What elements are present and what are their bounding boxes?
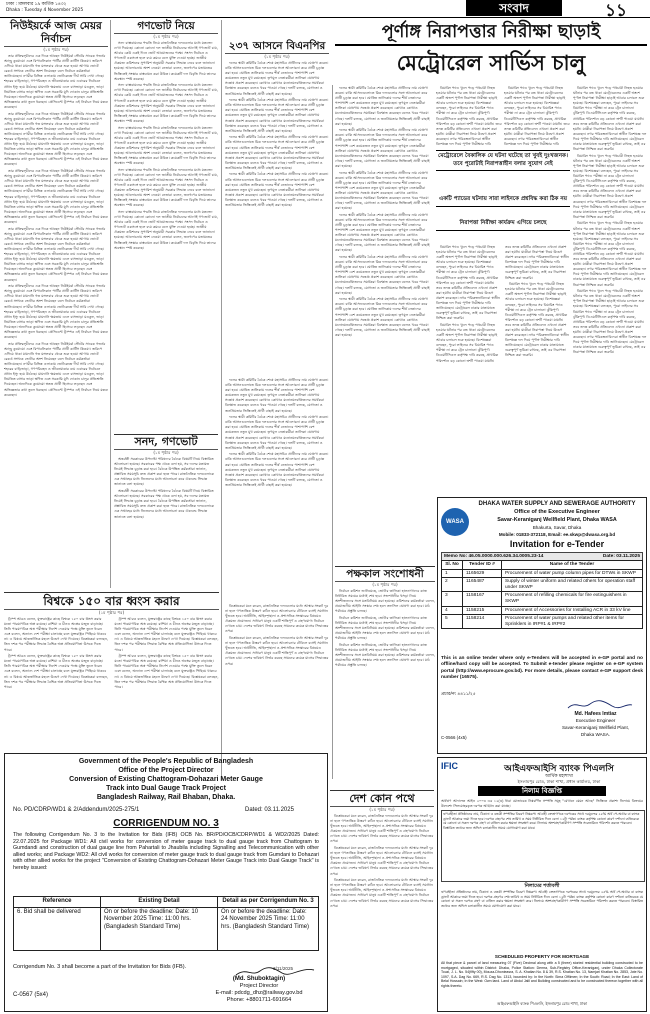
- body-desh-lead: বিশ্লেষকেরা মনে করেন, রাজনৈতিক দলগুলোর মধ্যে আস্থার সংকট দূর না হলে গণতান্ত্রিক উত্তরণ কঠিন হবে। আলোচনার টেবিলে বসেই সমাধান খুঁজতে হবে। অর্থনীতি, আইনশৃঙ্খলা ও প্রশাসনিক সংস্কারের বিষয়েও ঐকমত্য প্রয়োজন। সাধারণ মানুষ একটি শান্তিপূর্ণ ও গ্রহণযোগ্য নির্বাচন দেখতে চায়। দেশের ভবিষ্যৎ নির্ভর করছে সামনের কয়েক মাসের সিদ্ধান্তের ওপর। বিশ্লেষকেরা মনে করেন, রাজনৈতিক দলগুলোর মধ্যে আস্থার সংকট দূর না হলে গণতান্ত্রিক উত্তরণ কঠিন হবে। আলোচনার টেবিলে বসেই সমাধান খুঁজতে হবে। অর্থনীতি, আইনশৃঙ্খলা ও প্রশাসনিক সংস্কারের বিষয়েও ঐকমত্য প্রয়োজন। সাধারণ মানুষ একটি শান্তিপূর্ণ ও গ্রহণযোগ্য নির্বাচন দেখতে চায়। দেশের ভবিষ্যৎ নির্ভর করছে সামনের কয়েক মাসের সিদ্ধান্তের ওপর।: [225, 604, 329, 666]
- byline: (১ম পৃষ্ঠার পর): [372, 582, 398, 587]
- body-desh: বিশ্লেষকেরা মনে করেন, রাজনৈতিক দলগুলোর মধ্যে আস্থার সংকট দূর না হলে গণতান্ত্রিক উত্তরণ কঠিন হবে। আলোচনার টেবিলে বসেই সমাধান খুঁজতে হবে। অর্থনীতি, আইনশৃঙ্খলা ও প্রশাসনিক সংস্কারের বিষয়েও ঐকমত্য প্রয়োজন। সাধারণ মানুষ একটি শান্তিপূর্ণ ও গ্রহণযোগ্য নির্বাচন দেখতে চায়। দেশের ভবিষ্যৎ নির্ভর করছে সামনের কয়েক মাসের সিদ্ধান্তের ওপর। বিশ্লেষকেরা মনে করেন, রাজনৈতিক দলগুলোর মধ্যে আস্থার সংকট দূর না হলে গণতান্ত্রিক উত্তরণ কঠিন হবে। আলোচনার টেবিলে বসেই সমাধান খুঁজতে হবে। অর্থনীতি, আইনশৃঙ্খলা ও প্রশাসনিক সংস্কারের বিষয়েও ঐকমত্য প্রয়োজন। সাধারণ মানুষ একটি শান্তিপূর্ণ ও গ্রহণযোগ্য নির্বাচন দেখতে চায়। দেশের ভবিষ্যৎ নির্ভর করছে সামনের কয়েক মাসের সিদ্ধান্তের ওপর। বিশ্লেষকেরা মনে করেন, রাজনৈতিক দলগুলোর মধ্যে আস্থার সংকট দূর না হলে গণতান্ত্রিক উত্তরণ কঠিন হবে। আলোচনার টেবিলে বসেই সমাধান খুঁজতে হবে। অর্থনীতি, আইনশৃঙ্খলা ও প্রশাসনিক সংস্কারের বিষয়েও ঐকমত্য প্রয়োজন। সাধারণ মানুষ একটি শান্তিপূর্ণ ও গ্রহণযোগ্য নির্বাচন দেখতে চায়। দেশের ভবিষ্যৎ নির্ভর করছে সামনের কয়েক মাসের সিদ্ধান্তের ওপর।: [330, 814, 434, 908]
- body-poksho: নির্বাচন কমিশন জানিয়েছে, ভোটার তালিকা হালনাগাদের কাজ নির্ধারিত সময়ের মধ্যেই শেষ হবে। সংশোধনীর খসড়া নিয়ে অংশীজনদের সঙ্গে মতবিনিময় করা হয়েছে। কমিশনের কর্মকর্তারা বলেন, প্রয়োজনীয় আইনি সংস্কার শেষ হলে তফসিল ঘোষণা করা হবে। মাঠ পর্যায়ের প্রস্তুতি চলছে। নির্বাচন কমিশন জানিয়েছে, ভোটার তালিকা হালনাগাদের কাজ নির্ধারিত সময়ের মধ্যেই শেষ হবে। সংশোধনীর খসড়া নিয়ে অংশীজনদের সঙ্গে মতবিনিময় করা হয়েছে। কমিশনের কর্মকর্তারা বলেন, প্রয়োজনীয় আইনি সংস্কার শেষ হলে তফসিল ঘোষণা করা হবে। মাঠ পর্যায়ের প্রস্তুতি চলছে। নির্বাচন কমিশন জানিয়েছে, ভোটার তালিকা হালনাগাদের কাজ নির্ধারিত সময়ের মধ্যেই শেষ হবে। সংশোধনীর খসড়া নিয়ে অংশীজনদের সঙ্গে মতবিনিময় করা হয়েছে। কমিশনের কর্মকর্তারা বলেন, প্রয়োজনীয় আইনি সংস্কার শেষ হলে তফসিল ঘোষণা করা হবে। মাঠ পর্যায়ের প্রস্তুতি চলছে।: [335, 589, 435, 668]
- article-desh-main: [330, 790, 434, 1009]
- headline-bishwak: বিশ্বকে ১৫০ বার ধ্বংস করার: [4, 592, 219, 610]
- byline: (১ম পৃষ্ঠার পর): [264, 54, 290, 59]
- metro-headline: মেট্রোরেল সার্ভিস চালু: [396, 50, 586, 75]
- wasa-tender-table: Sl. No Tender ID # Name of the Tender 1 1165629 Procurement of water pump column pipes for DTWs in SKWP 2 1165487 Supply of winter uniform and related others for operation staff under SKWP 3 1158167 Procurement of refilling chemicals for fire extinguishers in SKWP 4 1158215 Procurement of Accessories for Installing ACR in 33 kV line 5 1158214 Procurement of water pumps and related other items for Sprinklers in IRP#1 & IRP#2: [441, 560, 643, 629]
- rail-sign-title: Project Director: [239, 983, 279, 989]
- body-sonod: অন্তর্বর্তী সরকারের উপদেষ্টা পরিষদের বৈঠকে বিষয়টি নিয়ে বিস্তারিত আলোচনা হয়েছে। সরকারের পক্ষ থেকে বলা হয়, সব দলের মতামত নিয়েই সিদ্ধান্ত চূড়ান্ত করা হবে। বৈঠকে উপস্থিত কর্মকর্তারা জানান, প্রস্তাবিত সময়সূচি দ্রুত প্রকাশ করা হতে পারে। রাজনৈতিক দলগুলোকে এক সপ্তাহের মধ্যে নিজেদের মধ্যে আলোচনা করে ঐক্যবদ্ধ সিদ্ধান্ত জানাতে বলা হয়েছে। অন্তর্বর্তী সরকারের উপদেষ্টা পরিষদের বৈঠকে বিষয়টি নিয়ে বিস্তারিত আলোচনা হয়েছে। সরকারের পক্ষ থেকে বলা হয়, সব দলের মতামত নিয়েই সিদ্ধান্ত চূড়ান্ত করা হবে। বৈঠকে উপস্থিত কর্মকর্তারা জানান, প্রস্তাবিত সময়সূচি দ্রুত প্রকাশ করা হতে পারে। রাজনৈতিক দলগুলোকে এক সপ্তাহের মধ্যে নিজেদের মধ্যে আলোচনা করে ঐক্যবদ্ধ সিদ্ধান্ত জানাতে বলা হয়েছে।: [114, 457, 214, 519]
- wasa-address: Bhakurta, Savar, Dhaka: [532, 525, 582, 530]
- masthead: [0, 0, 650, 21]
- wasa-sign-city: Dhaka WASA.: [580, 732, 611, 737]
- wasa-sign-org: Savar-Keraniganj Wellfield Plant,: [561, 725, 630, 730]
- pull-quote-1: মেট্রোরেলে বৈকালিক যে ঘটনা ঘটেছে তা খুবই দুঃখজনক। তবে পুরোটাই নিরাপত্তাহীন বলার সুযোগ নেই: [436, 150, 570, 171]
- metro-body-col4: বিয়ারিং প্যাড খুলে পড়ে পথচারী নিহত হওয়ার ঘটনার পর বন্ধ থাকা মেট্রোরেলের একটি অংশে পূর্ণাঙ্গ নিরাপত্তা নিরীক্ষা ছাড়াই আবার চলাচল শুরু হয়েছে। বিশেষজ্ঞরা বলছেন, পুরো লাইনের সব বিয়ারিং প্যাড পরীক্ষা না করে ট্রেন চালানো ঝুঁকিপূর্ণ। ডিএমটিসিএল কর্তৃপক্ষ দাবি করছে, প্রাথমিক পরিদর্শনে বড় কোনো ত্রুটি পাওয়া যায়নি। তবে তদন্ত কমিটির প্রতিবেদন এখনো প্রকাশ করা হয়নি। যাত্রীরা নিরাপত্তা নিয়ে উদ্বেগ প্রকাশ করেছেন। নগর পরিকল্পনাবিদেরা স্বাধীন বিশেষজ্ঞ দল দিয়ে পূর্ণাঙ্গ নিরীক্ষার দাবি জানিয়েছেন। মেট্রোরেল ঢাকার যাতায়াতে গুরুত্বপূর্ণ ভূমিকা রাখছে, তাই এর নিরাপত্তা নিশ্চিত করা জরুরি। বিয়ারিং প্যাড খুলে পড়ে পথচারী নিহত হওয়ার ঘটনার পর বন্ধ থাকা মেট্রোরেলের একটি অংশে পূর্ণাঙ্গ নিরাপত্তা নিরীক্ষা ছাড়াই আবার চলাচল শুরু হয়েছে। বিশেষজ্ঞরা বলছেন, পুরো লাইনের সব বিয়ারিং প্যাড পরীক্ষা না করে ট্রেন চালানো ঝুঁকিপূর্ণ। ডিএমটিসিএল কর্তৃপক্ষ দাবি করছে, প্রাথমিক পরিদর্শনে বড় কোনো ত্রুটি পাওয়া যায়নি। তবে তদন্ত কমিটির প্রতিবেদন এখনো প্রকাশ করা হয়নি। যাত্রীরা নিরাপত্তা নিয়ে উদ্বেগ প্রকাশ করেছেন। নগর পরিকল্পনাবিদেরা স্বাধীন বিশেষজ্ঞ দল দিয়ে পূর্ণাঙ্গ নিরীক্ষার দাবি জানিয়েছেন। মেট্রোরেল ঢাকার যাতায়াতে গুরুত্বপূর্ণ ভূমিকা রাখছে, তাই এর নিরাপত্তা নিশ্চিত করা জরুরি। বিয়ারিং প্যাড খুলে পড়ে পথচারী নিহত হওয়ার ঘটনার পর বন্ধ থাকা মেট্রোরেলের একটি অংশে পূর্ণাঙ্গ নিরাপত্তা নিরীক্ষা ছাড়াই আবার চলাচল শুরু হয়েছে। বিশেষজ্ঞরা বলছেন, পুরো লাইনের সব বিয়ারিং প্যাড পরীক্ষা না করে ট্রেন চালানো ঝুঁকিপূর্ণ। ডিএমটিসিএল কর্তৃপক্ষ দাবি করছে, প্রাথমিক পরিদর্শনে বড় কোনো ত্রুটি পাওয়া যায়নি। তবে তদন্ত কমিটির প্রতিবেদন এখনো প্রকাশ করা হয়নি। যাত্রীরা নিরাপত্তা নিয়ে উদ্বেগ প্রকাশ করেছেন। নগর পরিকল্পনাবিদেরা স্বাধীন বিশেষজ্ঞ দল দিয়ে পূর্ণাঙ্গ নিরীক্ষার দাবি জানিয়েছেন। মেট্রোরেল ঢাকার যাতায়াতে গুরুত্বপূর্ণ ভূমিকা রাখছে, তাই এর নিরাপত্তা নিশ্চিত করা জরুরি। বিয়ারিং প্যাড খুলে পড়ে পথচারী নিহত হওয়ার ঘটনার পর বন্ধ থাকা মেট্রোরেলের একটি অংশে পূর্ণাঙ্গ নিরাপত্তা নিরীক্ষা ছাড়াই আবার চলাচল শুরু হয়েছে। বিশেষজ্ঞরা বলছেন, পুরো লাইনের সব বিয়ারিং প্যাড পরীক্ষা না করে ট্রেন চালানো ঝুঁকিপূর্ণ। ডিএমটিসিএল কর্তৃপক্ষ দাবি করছে, প্রাথমিক পরিদর্শনে বড় কোনো ত্রুটি পাওয়া যায়নি। তবে তদন্ত কমিটির প্রতিবেদন এখনো প্রকাশ করা হয়নি। যাত্রীরা নিরাপত্তা নিয়ে উদ্বেগ প্রকাশ করেছেন। নগর পরিকল্পনাবিদেরা স্বাধীন বিশেষজ্ঞ দল দিয়ে পূর্ণাঙ্গ নিরীক্ষার দাবি জানিয়েছেন। মেট্রোরেল ঢাকার যাতায়াতে গুরুত্বপূর্ণ ভূমিকা রাখছে, তাই এর নিরাপত্তা নিশ্চিত করা জরুরি।: [573, 86, 647, 355]
- tender-row: 3 1158167 Procurement of refilling chemicals for fire extinguishers in SKWP: [442, 592, 643, 606]
- pull-quote-3: নিরাপত্তা নিরীক্ষা কার্যক্রম এগিয়ে চলছে: [436, 218, 570, 231]
- rail-project-2: Track into Dual Gauge Track Project: [106, 785, 226, 792]
- metro-body-col1: বিয়ারিং প্যাড খুলে পড়ে পথচারী নিহত হওয়ার ঘটনার পর বন্ধ থাকা মেট্রোরেলের একটি অংশে পূর্ণাঙ্গ নিরাপত্তা নিরীক্ষা ছাড়াই আবার চলাচল শুরু হয়েছে। বিশেষজ্ঞরা বলছেন, পুরো লাইনের সব বিয়ারিং প্যাড পরীক্ষা না করে ট্রেন চালানো ঝুঁকিপূর্ণ। ডিএমটিসিএল কর্তৃপক্ষ দাবি করছে, প্রাথমিক পরিদর্শনে বড় কোনো ত্রুটি পাওয়া যায়নি। তবে তদন্ত কমিটির প্রতিবেদন এখনো প্রকাশ করা হয়নি। যাত্রীরা নিরাপত্তা নিয়ে উদ্বেগ প্রকাশ করেছেন। নগর পরিকল্পনাবিদেরা স্বাধীন বিশেষজ্ঞ দল দিয়ে পূর্ণাঙ্গ নিরীক্ষার দাবি: [436, 86, 502, 146]
- rail-sign-email: E-mail: pdcdg_dhz@railway.gov.bd: [215, 990, 303, 996]
- ific-auction-ad: [437, 757, 647, 1012]
- date-line-bn: ঢাকা : মঙ্গলবার ১৯ কার্তিক ১৪৩২: [6, 2, 67, 7]
- body-bnp-2: দলের স্থায়ী কমিটির বৈঠক শেষে মহাসচিব প্রার্থীদের নাম ঘোষণা করেন। বাকি আসনগুলোতে মিত্র দলগুলোর সঙ্গে আলোচনা করে প্রার্থী চূড়ান্ত করা হবে। ঘোষিত তালিকায় দলের শীর্ষ নেতাদের পাশাপাশি বেশ কয়েকজন নতুন মুখ রয়েছেন। তৃণমূল নেতাকর্মীরা তালিকা ঘোষণায় সন্তোষ প্রকাশ করেছেন। কোথাও কোথাও মনোনয়নবঞ্চিতদের সমর্থকরা বিক্ষোভ করেছেন বলেও খবর পাওয়া গেছে। দলটি বলছে, যোগ্যতা ও জনপ্রিয়তার ভিত্তিতেই প্রার্থী বাছাই করা হয়েছে। দলের স্থায়ী কমিটির বৈঠক শেষে মহাসচিব প্রার্থীদের নাম ঘোষণা করেন। বাকি আসনগুলোতে মিত্র দলগুলোর সঙ্গে আলোচনা করে প্রার্থী চূড়ান্ত করা হবে। ঘোষিত তালিকায় দলের শীর্ষ নেতাদের পাশাপাশি বেশ কয়েকজন নতুন মুখ রয়েছেন। তৃণমূল নেতাকর্মীরা তালিকা ঘোষণায় সন্তোষ প্রকাশ করেছেন। কোথাও কোথাও মনোনয়নবঞ্চিতদের সমর্থকরা বিক্ষোভ করেছেন বলেও খবর পাওয়া গেছে। দলটি বলছে, যোগ্যতা ও জনপ্রিয়তার ভিত্তিতেই প্রার্থী বাছাই করা হয়েছে। দলের স্থায়ী কমিটির বৈঠক শেষে মহাসচিব প্রার্থীদের নাম ঘোষণা করেন। বাকি আসনগুলোতে মিত্র দলগুলোর সঙ্গে আলোচনা করে প্রার্থী চূড়ান্ত করা হবে। ঘোষিত তালিকায় দলের শীর্ষ নেতাদের পাশাপাশি বেশ কয়েকজন নতুন মুখ রয়েছেন। তৃণমূল নেতাকর্মীরা তালিকা ঘোষণায় সন্তোষ প্রকাশ করেছেন। কোথাও কোথাও মনোনয়নবঞ্চিতদের সমর্থকরা বিক্ষোভ করেছেন বলেও খবর পাওয়া গেছে। দলটি বলছে, যোগ্যতা ও জনপ্রিয়তার ভিত্তিতেই প্রার্থী বাছাই করা হয়েছে।: [225, 378, 329, 487]
- wasa-memo: Memo No: 46.05.0000.000.626.34.0005.23-14: [444, 554, 544, 559]
- byline: (১ম পৃষ্ঠার পর): [153, 450, 179, 455]
- headline-desh: দেশ কোন পথে: [330, 790, 434, 807]
- rail-body: The following Corrigendum No. 3 to the Invitation for Bids (IFB) OCB No. BR/PD/OCB/CDRP/WD1 & WD2/2025 Dated: 22.07.2025 for Package WD1: All civil works for conversion of meter gauge track to dual gauge track from Chattogram to Gumdandi and construction of dual gauge line from Pahartali to Jhaubila including Signalling and Telecommunication with other allied works; and Package WD2: All civil works for conversion of meter gauge track to dual gauge track from Gumdani to Dohazari with other allied works for the project "Conversion of Existing Chattogram-Dohazari Meter Gauge Track into Dual Gauge Track" is hereby issued:: [13, 832, 319, 871]
- ific-schedule: All that piece & parcel of land measuring 07 (Five) Decimal along with a 5 (three) storied residential building constructed to be mortgaged, situated within District: Dhaka, Police Station: Demra, Sub-Registry Office-Keraniganj, under Dhaka Collectorate Touzi, J. L. No. 54(fifty 00), Mouza-Dhonieasra, S. A. Khatian No. 8 & 39, R.S. Khatian No. 13, Namjari Khatian No. 2853, Jote No. 1097, S.A. Dag No. 669, R.S. Dag No. 1313, bounded by: In the North: Sima Offlimen; In the South: Road; In the East: Land of Belal Hossain; In the West: Own land. Land of Abdul Jalil and Building constructed and to be constructed thereon together with all rights thereto.: [441, 961, 643, 988]
- rail-code: C-0567 (5x4): [13, 992, 49, 998]
- wasa-gd: প্রচার/নং ৪৪১১/২৫: [441, 691, 476, 696]
- rail-sign-date: 3/11/2025: [273, 966, 294, 971]
- metro-kicker: পূর্ণাঙ্গ নিরাপত্তার নিরীক্ষা ছাড়াই: [335, 20, 647, 46]
- divider: [110, 20, 111, 588]
- tender-row: 5 1158214 Procurement of water pumps and related other items for Sprinklers in IRP#1 & IRP#2: [442, 615, 643, 629]
- ific-footer: আইএফআইসি ব্যাংক পিএলসি, ইসলামপুর রোড শাখা, ঢাকা: [497, 1001, 587, 1006]
- divider: [332, 85, 333, 779]
- article-poksho: [335, 566, 435, 779]
- tender-row: 2 1165487 Supply of winter uniform and related others for operation staff under SKWP: [442, 578, 643, 592]
- wasa-sign-title: Executive Engineer: [575, 718, 616, 723]
- byline: (১ম পৃষ্ঠার পর): [98, 610, 125, 615]
- headline-gonovote: গণভোট নিয়ে: [114, 20, 218, 34]
- headline-poksho: পক্ষকাল সংশোধনী: [335, 566, 435, 582]
- headline-newyork: নিউইয়র্কে আজ মেয়র নির্বাচন: [4, 20, 108, 47]
- byline: (১ম পৃষ্ঠার পর): [43, 47, 69, 52]
- rail-sign-phone: Phone: +8801711-691664: [226, 997, 292, 1003]
- ific-intro: অর্থঋণ আদালত আইন ২০০৩ এর ১২(৩) ধারা মোতাবেক নিম্নবর্ণিত সম্পত্তি সমূহ "যেখানে যেমন আছে" ভিত্তিতে প্রকাশ্য নিলামে বিক্রয়ের উদ্দেশ্যে সিলমোহরকৃত দরপত্র আহ্বান করা যাচ্ছে।: [441, 799, 643, 808]
- wasa-org: DHAKA WATER SUPPLY AND SEWERAGE AUTHORITY: [478, 501, 636, 507]
- wasa-plant: Savar-Keraniganj Wellfield Plant, Dhaka WASA: [497, 517, 617, 523]
- ific-address: ইসলামপুর রোড, ঢাকা শাখা, প্রধান কার্যালয়, ঢাকা: [517, 779, 601, 784]
- wasa-code: C-0566 (4x5): [441, 735, 467, 740]
- body-gonovote: সনদ বাস্তবায়নের পদ্ধতি নিয়ে রাজনৈতিক দলগুলোর মধ্যে মতভেদ দেখা দিয়েছে। কোনো কোনো দল জাতীয় নির্বাচনের আগেই গণভোট চায়, আবার কেউ একই দিনে ভোট আয়োজনের পক্ষে। সংসদ নির্বাচন ও গণভোট একসঙ্গে হলে ব্যয় কমবে বলে যুক্তি দেওয়া হচ্ছে। জাতীয় ঐকমত্য কমিশনের সুপারিশ অনুযায়ী সরকার সিদ্ধান্ত নেবে বলে জানানো হয়েছে। আলোচনায় অংশ নেওয়া নেতারা বলেন, জনগণের মতামতের ভিত্তিতেই সংস্কার বাস্তবায়ন করা উচিত। কয়েকটি দল বিবৃতি দিয়ে তাদের অবস্থান স্পষ্ট করেছে। সনদ বাস্তবায়নের পদ্ধতি নিয়ে রাজনৈতিক দলগুলোর মধ্যে মতভেদ দেখা দিয়েছে। কোনো কোনো দল জাতীয় নির্বাচনের আগেই গণভোট চায়, আবার কেউ একই দিনে ভোট আয়োজনের পক্ষে। সংসদ নির্বাচন ও গণভোট একসঙ্গে হলে ব্যয় কমবে বলে যুক্তি দেওয়া হচ্ছে। জাতীয় ঐকমত্য কমিশনের সুপারিশ অনুযায়ী সরকার সিদ্ধান্ত নেবে বলে জানানো হয়েছে। আলোচনায় অংশ নেওয়া নেতারা বলেন, জনগণের মতামতের ভিত্তিতেই সংস্কার বাস্তবায়ন করা উচিত। কয়েকটি দল বিবৃতি দিয়ে তাদের অবস্থান স্পষ্ট করেছে। সনদ বাস্তবায়নের পদ্ধতি নিয়ে রাজনৈতিক দলগুলোর মধ্যে মতভেদ দেখা দিয়েছে। কোনো কোনো দল জাতীয় নির্বাচনের আগেই গণভোট চায়, আবার কেউ একই দিনে ভোট আয়োজনের পক্ষে। সংসদ নির্বাচন ও গণভোট একসঙ্গে হলে ব্যয় কমবে বলে যুক্তি দেওয়া হচ্ছে। জাতীয় ঐকমত্য কমিশনের সুপারিশ অনুযায়ী সরকার সিদ্ধান্ত নেবে বলে জানানো হয়েছে। আলোচনায় অংশ নেওয়া নেতারা বলেন, জনগণের মতামতের ভিত্তিতেই সংস্কার বাস্তবায়ন করা উচিত। কয়েকটি দল বিবৃতি দিয়ে তাদের অবস্থান স্পষ্ট করেছে। সনদ বাস্তবায়নের পদ্ধতি নিয়ে রাজনৈতিক দলগুলোর মধ্যে মতভেদ দেখা দিয়েছে। কোনো কোনো দল জাতীয় নির্বাচনের আগেই গণভোট চায়, আবার কেউ একই দিনে ভোট আয়োজনের পক্ষে। সংসদ নির্বাচন ও গণভোট একসঙ্গে হলে ব্যয় কমবে বলে যুক্তি দেওয়া হচ্ছে। জাতীয় ঐকমত্য কমিশনের সুপারিশ অনুযায়ী সরকার সিদ্ধান্ত নেবে বলে জানানো হয়েছে। আলোচনায় অংশ নেওয়া নেতারা বলেন, জনগণের মতামতের ভিত্তিতেই সংস্কার বাস্তবায়ন করা উচিত। কয়েকটি দল বিবৃতি দিয়ে তাদের অবস্থান স্পষ্ট করেছে। সনদ বাস্তবায়নের পদ্ধতি নিয়ে রাজনৈতিক দলগুলোর মধ্যে মতভেদ দেখা দিয়েছে। কোনো কোনো দল জাতীয় নির্বাচনের আগেই গণভোট চায়, আবার কেউ একই দিনে ভোট আয়োজনের পক্ষে। সংসদ নির্বাচন ও গণভোট একসঙ্গে হলে ব্যয় কমবে বলে যুক্তি দেওয়া হচ্ছে। জাতীয় ঐকমত্য কমিশনের সুপারিশ অনুযায়ী সরকার সিদ্ধান্ত নেবে বলে জানানো হয়েছে। আলোচনায় অংশ নেওয়া নেতারা বলেন, জনগণের মতামতের ভিত্তিতেই সংস্কার বাস্তবায়ন করা উচিত। কয়েকটি দল বিবৃতি দিয়ে তাদের অবস্থান স্পষ্ট করেছে।: [114, 41, 218, 250]
- article-bnp: [225, 40, 329, 373]
- date-line-en: Dhaka : Tuesday 4 November 2025: [6, 8, 84, 13]
- pull-quote-2: একটি প্যাডের ঘটনায় সারা লাইনকে প্রশ্নবিদ্ধ করা ঠিক নয়: [436, 194, 570, 207]
- rail-existing-cell: On or before the deadline: Date: 10 November 2025 Time: 11:00 hrs. (Bangladesh Standard Time): [101, 907, 218, 950]
- page-number: ১১: [604, 1, 628, 21]
- article-newyork: [4, 20, 108, 599]
- wasa-note: This is an online tender where only e-Tenders will be accepted in e-GP portal and no offline/hard copy will be accepted. To Submit e-tender please register on e-GP system portal (http://www.eprocure.gov.bd). For more details, please contact e-GP support desk number (16575).: [441, 656, 643, 681]
- headline-sonod: সনদ, গণভোট: [114, 434, 218, 450]
- rail-corrigendum-cell: On or before the deadline: Date: 24 November 2025 Time: 11:00 hrs. (Bangladesh Standard Time): [218, 907, 319, 950]
- byline: (১ম পৃষ্ঠার পর): [369, 807, 395, 812]
- article-bnp-col4: [335, 86, 435, 556]
- rail-title: CORRIGENDUM NO. 3: [113, 818, 219, 829]
- rail-address: Bangladesh Railway, Rail Bhaban, Dhaka.: [96, 794, 236, 801]
- railway-corrigendum-ad: [4, 753, 328, 1012]
- rail-memo: No. PD/CDRP/WD1 & 2/Addendum/2025-275/1: [13, 807, 140, 813]
- rail-part-note: Corrigendum No. 3 shall become a part of the Invitation for Bids (IFB).: [13, 964, 187, 970]
- body-newyork: তার প্রতিদ্বন্দ্বীদের এক দিকে আছেন নিউইয়র্ক স্টেটের সাবেক গভর্নর অ্যান্ড্রু কুয়োমো এবং রিপাবলিকান পার্টির প্রার্থী কার্টিস স্লিওয়া। জরিপে এগিয়ে থাকা মামদানি গত মঙ্গলবার থেকে শুরু হওয়া আগাম ভোটে রেকর্ড সংখ্যক ভোটার অংশ নিয়েছেন বলে নির্বাচন কর্মকর্তারা জানিয়েছেন। নগরীর বিভিন্ন এলাকায় ভোটকেন্দ্রে দীর্ঘ সারি দেখা গেছে। শহরের বাড়িভাড়া, গণপরিবহন ও জীবনযাত্রার ব্যয় এবারের নির্বাচনে প্রধান ইস্যু হয়ে উঠেছে। মামদানি ক্ষমতায় এলে বাসভাড়া মওকুফ, ভাড়া নিয়ন্ত্রিত বাসার ভাড়া স্থগিত এবং সরকারি মুদি দোকান চালুর প্রতিশ্রুতি দিয়েছেন। অন্যদিকে কুয়োমো স্বতন্ত্র প্রার্থী হিসেবে লড়ছেন এবং অভিজ্ঞতার কথা তুলে ধরছেন। প্রেসিডেন্ট ট্রাম্পও এই নির্বাচন নিয়ে মন্তব্য করেছেন। তার প্রতিদ্বন্দ্বীদের এক দিকে আছেন নিউইয়র্ক স্টেটের সাবেক গভর্নর অ্যান্ড্রু কুয়োমো এবং রিপাবলিকান পার্টির প্রার্থী কার্টিস স্লিওয়া। জরিপে এগিয়ে থাকা মামদানি গত মঙ্গলবার থেকে শুরু হওয়া আগাম ভোটে রেকর্ড সংখ্যক ভোটার অংশ নিয়েছেন বলে নির্বাচন কর্মকর্তারা জানিয়েছেন। নগরীর বিভিন্ন এলাকায় ভোটকেন্দ্রে দীর্ঘ সারি দেখা গেছে। শহরের বাড়িভাড়া, গণপরিবহন ও জীবনযাত্রার ব্যয় এবারের নির্বাচনে প্রধান ইস্যু হয়ে উঠেছে। মামদানি ক্ষমতায় এলে বাসভাড়া মওকুফ, ভাড়া নিয়ন্ত্রিত বাসার ভাড়া স্থগিত এবং সরকারি মুদি দোকান চালুর প্রতিশ্রুতি দিয়েছেন। অন্যদিকে কুয়োমো স্বতন্ত্র প্রার্থী হিসেবে লড়ছেন এবং অভিজ্ঞতার কথা তুলে ধরছেন। প্রেসিডেন্ট ট্রাম্পও এই নির্বাচন নিয়ে মন্তব্য করেছেন। তার প্রতিদ্বন্দ্বীদের এক দিকে আছেন নিউইয়র্ক স্টেটের সাবেক গভর্নর অ্যান্ড্রু কুয়োমো এবং রিপাবলিকান পার্টির প্রার্থী কার্টিস স্লিওয়া। জরিপে এগিয়ে থাকা মামদানি গত মঙ্গলবার থেকে শুরু হওয়া আগাম ভোটে রেকর্ড সংখ্যক ভোটার অংশ নিয়েছেন বলে নির্বাচন কর্মকর্তারা জানিয়েছেন। নগরীর বিভিন্ন এলাকায় ভোটকেন্দ্রে দীর্ঘ সারি দেখা গেছে। শহরের বাড়িভাড়া, গণপরিবহন ও জীবনযাত্রার ব্যয় এবারের নির্বাচনে প্রধান ইস্যু হয়ে উঠেছে। মামদানি ক্ষমতায় এলে বাসভাড়া মওকুফ, ভাড়া নিয়ন্ত্রিত বাসার ভাড়া স্থগিত এবং সরকারি মুদি দোকান চালুর প্রতিশ্রুতি দিয়েছেন। অন্যদিকে কুয়োমো স্বতন্ত্র প্রার্থী হিসেবে লড়ছেন এবং অভিজ্ঞতার কথা তুলে ধরছেন। প্রেসিডেন্ট ট্রাম্পও এই নির্বাচন নিয়ে মন্তব্য করেছেন। তার প্রতিদ্বন্দ্বীদের এক দিকে আছেন নিউইয়র্ক স্টেটের সাবেক গভর্নর অ্যান্ড্রু কুয়োমো এবং রিপাবলিকান পার্টির প্রার্থী কার্টিস স্লিওয়া। জরিপে এগিয়ে থাকা মামদানি গত মঙ্গলবার থেকে শুরু হওয়া আগাম ভোটে রেকর্ড সংখ্যক ভোটার অংশ নিয়েছেন বলে নির্বাচন কর্মকর্তারা জানিয়েছেন। নগরীর বিভিন্ন এলাকায় ভোটকেন্দ্রে দীর্ঘ সারি দেখা গেছে। শহরের বাড়িভাড়া, গণপরিবহন ও জীবনযাত্রার ব্যয় এবারের নির্বাচনে প্রধান ইস্যু হয়ে উঠেছে। মামদানি ক্ষমতায় এলে বাসভাড়া মওকুফ, ভাড়া নিয়ন্ত্রিত বাসার ভাড়া স্থগিত এবং সরকারি মুদি দোকান চালুর প্রতিশ্রুতি দিয়েছেন। অন্যদিকে কুয়োমো স্বতন্ত্র প্রার্থী হিসেবে লড়ছেন এবং অভিজ্ঞতার কথা তুলে ধরছেন। প্রেসিডেন্ট ট্রাম্পও এই নির্বাচন নিয়ে মন্তব্য করেছেন। তার প্রতিদ্বন্দ্বীদের এক দিকে আছেন নিউইয়র্ক স্টেটের সাবেক গভর্নর অ্যান্ড্রু কুয়োমো এবং রিপাবলিকান পার্টির প্রার্থী কার্টিস স্লিওয়া। জরিপে এগিয়ে থাকা মামদানি গত মঙ্গলবার থেকে শুরু হওয়া আগাম ভোটে রেকর্ড সংখ্যক ভোটার অংশ নিয়েছেন বলে নির্বাচন কর্মকর্তারা জানিয়েছেন। নগরীর বিভিন্ন এলাকায় ভোটকেন্দ্রে দীর্ঘ সারি দেখা গেছে। শহরের বাড়িভাড়া, গণপরিবহন ও জীবনযাত্রার ব্যয় এবারের নির্বাচনে প্রধান ইস্যু হয়ে উঠেছে। মামদানি ক্ষমতায় এলে বাসভাড়া মওকুফ, ভাড়া নিয়ন্ত্রিত বাসার ভাড়া স্থগিত এবং সরকারি মুদি দোকান চালুর প্রতিশ্রুতি দিয়েছেন। অন্যদিকে কুয়োমো স্বতন্ত্র প্রার্থী হিসেবে লড়ছেন এবং অভিজ্ঞতার কথা তুলে ধরছেন। প্রেসিডেন্ট ট্রাম্পও এই নির্বাচন নিয়ে মন্তব্য করেছেন। তার প্রতিদ্বন্দ্বীদের এক দিকে আছেন নিউইয়র্ক স্টেটের সাবেক গভর্নর অ্যান্ড্রু কুয়োমো এবং রিপাবলিকান পার্টির প্রার্থী কার্টিস স্লিওয়া। জরিপে এগিয়ে থাকা মামদানি গত মঙ্গলবার থেকে শুরু হওয়া আগাম ভোটে রেকর্ড সংখ্যক ভোটার অংশ নিয়েছেন বলে নির্বাচন কর্মকর্তারা জানিয়েছেন। নগরীর বিভিন্ন এলাকায় ভোটকেন্দ্রে দীর্ঘ সারি দেখা গেছে। শহরের বাড়িভাড়া, গণপরিবহন ও জীবনযাত্রার ব্যয় এবারের নির্বাচনে প্রধান ইস্যু হয়ে উঠেছে। মামদানি ক্ষমতায় এলে বাসভাড়া মওকুফ, ভাড়া নিয়ন্ত্রিত বাসার ভাড়া স্থগিত এবং সরকারি মুদি দোকান চালুর প্রতিশ্রুতি দিয়েছেন। অন্যদিকে কুয়োমো স্বতন্ত্র প্রার্থী হিসেবে লড়ছেন এবং অভিজ্ঞতার কথা তুলে ধরছেন। প্রেসিডেন্ট ট্রাম্পও এই নির্বাচন নিয়ে মন্তব্য করেছেন।: [4, 54, 108, 397]
- metro-body-col3: বিয়ারিং প্যাড খুলে পড়ে পথচারী নিহত হওয়ার ঘটনার পর বন্ধ থাকা মেট্রোরেলের একটি অংশে পূর্ণাঙ্গ নিরাপত্তা নিরীক্ষা ছাড়াই আবার চলাচল শুরু হয়েছে। বিশেষজ্ঞরা বলছেন, পুরো লাইনের সব বিয়ারিং প্যাড পরীক্ষা না করে ট্রেন চালানো ঝুঁকিপূর্ণ। ডিএমটিসিএল কর্তৃপক্ষ দাবি করছে, প্রাথমিক পরিদর্শনে বড় কোনো ত্রুটি পাওয়া যায়নি। তবে তদন্ত কমিটির প্রতিবেদন এখনো প্রকাশ করা হয়নি। যাত্রীরা নিরাপত্তা নিয়ে উদ্বেগ প্রকাশ করেছেন। নগর পরিকল্পনাবিদেরা স্বাধীন বিশেষজ্ঞ দল দিয়ে পূর্ণাঙ্গ নিরীক্ষার দাবি জানিয়েছেন। মেট্রোরেল ঢাকার যাতায়াতে গুরুত্বপূর্ণ ভূমিকা রাখছে, তাই এর নিরাপত্তা নিশ্চিত করা জরুরি। বিয়ারিং প্যাড খুলে পড়ে পথচারী নিহত হওয়ার ঘটনার পর বন্ধ থাকা মেট্রোরেলের একটি অংশে পূর্ণাঙ্গ নিরাপত্তা নিরীক্ষা ছাড়াই আবার চলাচল শুরু হয়েছে। বিশেষজ্ঞরা বলছেন, পুরো লাইনের সব বিয়ারিং প্যাড পরীক্ষা না করে ট্রেন চালানো ঝুঁকিপূর্ণ। ডিএমটিসিএল কর্তৃপক্ষ দাবি করছে, প্রাথমিক পরিদর্শনে বড় কোনো ত্রুটি পাওয়া যায়নি। তবে তদন্ত কমিটির প্রতিবেদন এখনো প্রকাশ করা হয়নি। যাত্রীরা নিরাপত্তা নিয়ে উদ্বেগ প্রকাশ করেছেন। নগর পরিকল্পনাবিদেরা স্বাধীন বিশেষজ্ঞ দল দিয়ে পূর্ণাঙ্গ নিরীক্ষার দাবি জানিয়েছেন। মেট্রোরেল ঢাকার যাতায়াতে গুরুত্বপূর্ণ ভূমিকা রাখছে, তাই এর নিরাপত্তা নিশ্চিত করা জরুরি। বিয়ারিং প্যাড খুলে পড়ে পথচারী নিহত হওয়ার ঘটনার পর বন্ধ থাকা মেট্রোরেলের একটি অংশে পূর্ণাঙ্গ নিরাপত্তা নিরীক্ষা ছাড়াই আবার চলাচল শুরু হয়েছে। বিশেষজ্ঞরা বলছেন, পুরো লাইনের সব বিয়ারিং প্যাড পরীক্ষা না করে ট্রেন চালানো ঝুঁকিপূর্ণ। ডিএমটিসিএল কর্তৃপক্ষ দাবি করছে, প্রাথমিক পরিদর্শনে বড় কোনো ত্রুটি পাওয়া যায়নি। তবে তদন্ত কমিটির প্রতিবেদন এখনো প্রকাশ করা হয়নি। যাত্রীরা নিরাপত্তা নিয়ে উদ্বেগ প্রকাশ করেছেন। নগর পরিকল্পনাবিদেরা স্বাধীন বিশেষজ্ঞ দল দিয়ে পূর্ণাঙ্গ নিরীক্ষার দাবি জানিয়েছেন। মেট্রোরেল ঢাকার যাতায়াতে গুরুত্বপূর্ণ ভূমিকা রাখছে, তাই এর নিরাপত্তা নিশ্চিত করা জরুরি।: [436, 245, 569, 363]
- ific-conditions-title: নিলামের শর্তাবলী: [524, 883, 560, 889]
- paper-logo: সংবাদ: [466, 0, 562, 16]
- rail-gov: Government of the People's Republic of Bangladesh: [78, 758, 254, 765]
- rail-project: Conversion of Existing Chattogram-Dohazari Meter Gauge: [69, 776, 263, 783]
- article-sonod: [114, 434, 218, 592]
- article-gonovote: [114, 20, 218, 429]
- article-metro-head: [335, 20, 647, 84]
- headline-bnp: ২৩৭ আসনে বিএনপির: [225, 40, 329, 54]
- wasa-sign-name: Md. Hafees Imtiaz: [574, 711, 617, 717]
- article-bnp-continued: [225, 378, 329, 600]
- wasa-date: Date: 03.11.2025: [602, 554, 640, 559]
- wasa-logo: WASA: [441, 508, 469, 536]
- rail-office: Office of the Project Director: [118, 767, 214, 774]
- wasa-contact: Mobile: 01833-372118, Email: ee.skwp@dwasa.org.bd: [498, 532, 616, 537]
- divider: [221, 20, 222, 780]
- ific-schedule-title: SCHEDULED PROPERTY FOR MORTGAGE: [494, 954, 590, 959]
- ific-title: নিলাম বিজ্ঞপ্তি: [478, 786, 606, 796]
- body-bishwak: ট্রাম্প আরও বলেন, যুক্তরাষ্ট্রের কাছে বিশ্বকে ১৫০ বার ধ্বংস করার মতো পারমাণবিক অস্ত্র রয়েছে। রাশিয়া ও চীনও অস্ত্রের মজুত বাড়াচ্ছে। তিনি পারমাণবিক অস্ত্র পরীক্ষার নির্দেশ দেওয়ার পক্ষে যুক্তি তুলে ধরেন এবং বলেন, অন্যান্য দেশ পরীক্ষা চালাচ্ছে বলে যুক্তরাষ্ট্রও পিছিয়ে থাকবে না। এ বিষয়ে আন্তর্জাতিক মহলে উদ্বেগ দেখা দিয়েছে। বিশ্লেষকরা বলছেন, তিন দশক পর পরীক্ষার সিদ্ধান্ত বৈশ্বিক অস্ত্র প্রতিযোগিতা উসকে দিতে পারে। ট্রাম্প আরও বলেন, যুক্তরাষ্ট্রের কাছে বিশ্বকে ১৫০ বার ধ্বংস করার মতো পারমাণবিক অস্ত্র রয়েছে। রাশিয়া ও চীনও অস্ত্রের মজুত বাড়াচ্ছে। তিনি পারমাণবিক অস্ত্র পরীক্ষার নির্দেশ দেওয়ার পক্ষে যুক্তি তুলে ধরেন এবং বলেন, অন্যান্য দেশ পরীক্ষা চালাচ্ছে বলে যুক্তরাষ্ট্রও পিছিয়ে থাকবে না। এ বিষয়ে আন্তর্জাতিক মহলে উদ্বেগ দেখা দিয়েছে। বিশ্লেষকরা বলছেন, তিন দশক পর পরীক্ষার সিদ্ধান্ত বৈশ্বিক অস্ত্র প্রতিযোগিতা উসকে দিতে পারে। ট্রাম্প আরও বলেন, যুক্তরাষ্ট্রের কাছে বিশ্বকে ১৫০ বার ধ্বংস করার মতো পারমাণবিক অস্ত্র রয়েছে। রাশিয়া ও চীনও অস্ত্রের মজুত বাড়াচ্ছে। তিনি পারমাণবিক অস্ত্র পরীক্ষার নির্দেশ দেওয়ার পক্ষে যুক্তি তুলে ধরেন এবং বলেন, অন্যান্য দেশ পরীক্ষা চালাচ্ছে বলে যুক্তরাষ্ট্রও পিছিয়ে থাকবে না। এ বিষয়ে আন্তর্জাতিক মহলে উদ্বেগ দেখা দিয়েছে। বিশ্লেষকরা বলছেন, তিন দশক পর পরীক্ষার সিদ্ধান্ত বৈশ্বিক অস্ত্র প্রতিযোগিতা উসকে দিতে পারে। ট্রাম্প আরও বলেন, যুক্তরাষ্ট্রের কাছে বিশ্বকে ১৫০ বার ধ্বংস করার মতো পারমাণবিক অস্ত্র রয়েছে। রাশিয়া ও চীনও অস্ত্রের মজুত বাড়াচ্ছে। তিনি পারমাণবিক অস্ত্র পরীক্ষার নির্দেশ দেওয়ার পক্ষে যুক্তি তুলে ধরেন এবং বলেন, অন্যান্য দেশ পরীক্ষা চালাচ্ছে বলে যুক্তরাষ্ট্রও পিছিয়ে থাকবে না। এ বিষয়ে আন্তর্জাতিক মহলে উদ্বেগ দেখা দিয়েছে। বিশ্লেষকরা বলছেন, তিন দশক পর পরীক্ষার সিদ্ধান্ত বৈশ্বিক অস্ত্র প্রতিযোগিতা উসকে দিতে পারে।: [4, 617, 219, 689]
- body-bnp: দলের স্থায়ী কমিটির বৈঠক শেষে মহাসচিব প্রার্থীদের নাম ঘোষণা করেন। বাকি আসনগুলোতে মিত্র দলগুলোর সঙ্গে আলোচনা করে প্রার্থী চূড়ান্ত করা হবে। ঘোষিত তালিকায় দলের শীর্ষ নেতাদের পাশাপাশি বেশ কয়েকজন নতুন মুখ রয়েছেন। তৃণমূল নেতাকর্মীরা তালিকা ঘোষণায় সন্তোষ প্রকাশ করেছেন। কোথাও কোথাও মনোনয়নবঞ্চিতদের সমর্থকরা বিক্ষোভ করেছেন বলেও খবর পাওয়া গেছে। দলটি বলছে, যোগ্যতা ও জনপ্রিয়তার ভিত্তিতেই প্রার্থী বাছাই করা হয়েছে। দলের স্থায়ী কমিটির বৈঠক শেষে মহাসচিব প্রার্থীদের নাম ঘোষণা করেন। বাকি আসনগুলোতে মিত্র দলগুলোর সঙ্গে আলোচনা করে প্রার্থী চূড়ান্ত করা হবে। ঘোষিত তালিকায় দলের শীর্ষ নেতাদের পাশাপাশি বেশ কয়েকজন নতুন মুখ রয়েছেন। তৃণমূল নেতাকর্মীরা তালিকা ঘোষণায় সন্তোষ প্রকাশ করেছেন। কোথাও কোথাও মনোনয়নবঞ্চিতদের সমর্থকরা বিক্ষোভ করেছেন বলেও খবর পাওয়া গেছে। দলটি বলছে, যোগ্যতা ও জনপ্রিয়তার ভিত্তিতেই প্রার্থী বাছাই করা হয়েছে। দলের স্থায়ী কমিটির বৈঠক শেষে মহাসচিব প্রার্থীদের নাম ঘোষণা করেন। বাকি আসনগুলোতে মিত্র দলগুলোর সঙ্গে আলোচনা করে প্রার্থী চূড়ান্ত করা হবে। ঘোষিত তালিকায় দলের শীর্ষ নেতাদের পাশাপাশি বেশ কয়েকজন নতুন মুখ রয়েছেন। তৃণমূল নেতাকর্মীরা তালিকা ঘোষণায় সন্তোষ প্রকাশ করেছেন। কোথাও কোথাও মনোনয়নবঞ্চিতদের সমর্থকরা বিক্ষোভ করেছেন বলেও খবর পাওয়া গেছে। দলটি বলছে, যোগ্যতা ও জনপ্রিয়তার ভিত্তিতেই প্রার্থী বাছাই করা হয়েছে। দলের স্থায়ী কমিটির বৈঠক শেষে মহাসচিব প্রার্থীদের নাম ঘোষণা করেন। বাকি আসনগুলোতে মিত্র দলগুলোর সঙ্গে আলোচনা করে প্রার্থী চূড়ান্ত করা হবে। ঘোষিত তালিকায় দলের শীর্ষ নেতাদের পাশাপাশি বেশ কয়েকজন নতুন মুখ রয়েছেন। তৃণমূল নেতাকর্মীরা তালিকা ঘোষণায় সন্তোষ প্রকাশ করেছেন। কোথাও কোথাও মনোনয়নবঞ্চিতদের সমর্থকরা বিক্ষোভ করেছেন বলেও খবর পাওয়া গেছে। দলটি বলছে, যোগ্যতা ও জনপ্রিয়তার ভিত্তিতেই প্রার্থী বাছাই করা হয়েছে।: [225, 61, 329, 208]
- ific-logo: IFIC: [441, 761, 458, 771]
- article-desh: [225, 604, 329, 772]
- rail-sign-name: (Md. Shuboktagin): [232, 976, 286, 982]
- rail-ref-cell: 6. Bid shall be delivered: [14, 907, 101, 950]
- rail-date: Dated: 03.11.2025: [245, 807, 294, 813]
- ific-conditions: ঋণগ্রহীতা প্রতিষ্ঠানের নাম, ঠিকানা ও বন্ধকী সম্পত্তির বিবরণ নিম্নরূপ। আগ্রহী ক্রেতাগণকে দরপত্রের সাথে দরমূল্যের ২৫% অর্থ পে-অর্ডার বা ব্যাংক ড্রাফট আকারে জমা দিতে হবে। দরপত্র গ্রহণের শেষ তারিখ ও সময় নির্ধারিত দিনে বেলা ১২টা পর্যন্ত। ব্যাংক কর্তৃপক্ষ কোনো কারণ দর্শানো ব্যতিরেকে যে কোনো বা সকল দরপত্র গ্রহণ বা বাতিল করার ক্ষমতা সংরক্ষণ করে। নিলামে অংশগ্রহণকারীগণ সম্পত্তি সরেজমিনে পরিদর্শন করতে পারবেন। বিস্তারিত তথ্যের জন্য অফিস চলাকালীন সময়ে যোগাযোগ করা যাবে।: [441, 890, 643, 908]
- article-bishwak: [4, 592, 219, 771]
- ific-table: ঋণগ্রহীতা প্রতিষ্ঠানের নাম, ঠিকানা ও বন্ধকী সম্পত্তির বিবরণ নিম্নরূপ। আগ্রহী ক্রেতাগণকে দরপত্রের সাথে দরমূল্যের ২৫% অর্থ পে-অর্ডার বা ব্যাংক ড্রাফট আকারে জমা দিতে হবে। দরপত্র গ্রহণের শেষ তারিখ ও সময় নির্ধারিত দিনে বেলা ১২টা পর্যন্ত। ব্যাংক কর্তৃপক্ষ কোনো কারণ দর্শানো ব্যতিরেকে যে কোনো বা সকল দরপত্র গ্রহণ বা বাতিল করার ক্ষমতা সংরক্ষণ করে। নিলামে অংশগ্রহণকারীগণ সম্পত্তি সরেজমিনে পরিদর্শন করতে পারবেন। বিস্তারিত তথ্যের জন্য অফিস চলাকালীন সময়ে যোগাযোগ করা যাবে।: [441, 810, 645, 882]
- metro-body-col2: বিয়ারিং প্যাড খুলে পড়ে পথচারী নিহত হওয়ার ঘটনার পর বন্ধ থাকা মেট্রোরেলের একটি অংশে পূর্ণাঙ্গ নিরাপত্তা নিরীক্ষা ছাড়াই আবার চলাচল শুরু হয়েছে। বিশেষজ্ঞরা বলছেন, পুরো লাইনের সব বিয়ারিং প্যাড পরীক্ষা না করে ট্রেন চালানো ঝুঁকিপূর্ণ। ডিএমটিসিএল কর্তৃপক্ষ দাবি করছে, প্রাথমিক পরিদর্শনে বড় কোনো ত্রুটি পাওয়া যায়নি। তবে তদন্ত কমিটির প্রতিবেদন এখনো প্রকাশ করা হয়নি। যাত্রীরা নিরাপত্তা নিয়ে উদ্বেগ প্রকাশ করেছেন। নগর পরিকল্পনাবিদেরা স্বাধীন বিশেষজ্ঞ দল দিয়ে পূর্ণাঙ্গ নিরীক্ষার দাবি: [504, 86, 570, 146]
- ific-division: আর্থিক মহাশাখা: [545, 774, 573, 779]
- tender-row: 1 1165629 Procurement of water pump column pipes for DTWs in SKWP: [442, 569, 643, 578]
- wasa-tender-ad: [437, 497, 647, 754]
- tender-row: 4 1158215 Procurement of Accessories for Installing ACR in 33 kV line: [442, 606, 643, 615]
- body-bnp-col4: দলের স্থায়ী কমিটির বৈঠক শেষে মহাসচিব প্রার্থীদের নাম ঘোষণা করেন। বাকি আসনগুলোতে মিত্র দলগুলোর সঙ্গে আলোচনা করে প্রার্থী চূড়ান্ত করা হবে। ঘোষিত তালিকায় দলের শীর্ষ নেতাদের পাশাপাশি বেশ কয়েকজন নতুন মুখ রয়েছেন। তৃণমূল নেতাকর্মীরা তালিকা ঘোষণায় সন্তোষ প্রকাশ করেছেন। কোথাও কোথাও মনোনয়নবঞ্চিতদের সমর্থকরা বিক্ষোভ করেছেন বলেও খবর পাওয়া গেছে। দলটি বলছে, যোগ্যতা ও জনপ্রিয়তার ভিত্তিতেই প্রার্থী বাছাই করা হয়েছে। দলের স্থায়ী কমিটির বৈঠক শেষে মহাসচিব প্রার্থীদের নাম ঘোষণা করেন। বাকি আসনগুলোতে মিত্র দলগুলোর সঙ্গে আলোচনা করে প্রার্থী চূড়ান্ত করা হবে। ঘোষিত তালিকায় দলের শীর্ষ নেতাদের পাশাপাশি বেশ কয়েকজন নতুন মুখ রয়েছেন। তৃণমূল নেতাকর্মীরা তালিকা ঘোষণায় সন্তোষ প্রকাশ করেছেন। কোথাও কোথাও মনোনয়নবঞ্চিতদের সমর্থকরা বিক্ষোভ করেছেন বলেও খবর পাওয়া গেছে। দলটি বলছে, যোগ্যতা ও জনপ্রিয়তার ভিত্তিতেই প্রার্থী বাছাই করা হয়েছে। দলের স্থায়ী কমিটির বৈঠক শেষে মহাসচিব প্রার্থীদের নাম ঘোষণা করেন। বাকি আসনগুলোতে মিত্র দলগুলোর সঙ্গে আলোচনা করে প্রার্থী চূড়ান্ত করা হবে। ঘোষিত তালিকায় দলের শীর্ষ নেতাদের পাশাপাশি বেশ কয়েকজন নতুন মুখ রয়েছেন। তৃণমূল নেতাকর্মীরা তালিকা ঘোষণায় সন্তোষ প্রকাশ করেছেন। কোথাও কোথাও মনোনয়নবঞ্চিতদের সমর্থকরা বিক্ষোভ করেছেন বলেও খবর পাওয়া গেছে। দলটি বলছে, যোগ্যতা ও জনপ্রিয়তার ভিত্তিতেই প্রার্থী বাছাই করা হয়েছে। দলের স্থায়ী কমিটির বৈঠক শেষে মহাসচিব প্রার্থীদের নাম ঘোষণা করেন। বাকি আসনগুলোতে মিত্র দলগুলোর সঙ্গে আলোচনা করে প্রার্থী চূড়ান্ত করা হবে। ঘোষিত তালিকায় দলের শীর্ষ নেতাদের পাশাপাশি বেশ কয়েকজন নতুন মুখ রয়েছেন। তৃণমূল নেতাকর্মীরা তালিকা ঘোষণায় সন্তোষ প্রকাশ করেছেন। কোথাও কোথাও মনোনয়নবঞ্চিতদের সমর্থকরা বিক্ষোভ করেছেন বলেও খবর পাওয়া গেছে। দলটি বলছে, যোগ্যতা ও জনপ্রিয়তার ভিত্তিতেই প্রার্থী বাছাই করা হয়েছে। দলের স্থায়ী কমিটির বৈঠক শেষে মহাসচিব প্রার্থীদের নাম ঘোষণা করেন। বাকি আসনগুলোতে মিত্র দলগুলোর সঙ্গে আলোচনা করে প্রার্থী চূড়ান্ত করা হবে। ঘোষিত তালিকায় দলের শীর্ষ নেতাদের পাশাপাশি বেশ কয়েকজন নতুন মুখ রয়েছেন। তৃণমূল নেতাকর্মীরা তালিকা ঘোষণায় সন্তোষ প্রকাশ করেছেন। কোথাও কোথাও মনোনয়নবঞ্চিতদের সমর্থকরা বিক্ষোভ করেছেন বলেও খবর পাওয়া গেছে। দলটি বলছে, যোগ্যতা ও জনপ্রিয়তার ভিত্তিতেই প্রার্থী বাছাই করা হয়েছে। দলের স্থায়ী কমিটির বৈঠক শেষে মহাসচিব প্রার্থীদের নাম ঘোষণা করেন। বাকি আসনগুলোতে মিত্র দলগুলোর সঙ্গে আলোচনা করে প্রার্থী চূড়ান্ত করা হবে। ঘোষিত তালিকায় দলের শীর্ষ নেতাদের পাশাপাশি বেশ কয়েকজন নতুন মুখ রয়েছেন। তৃণমূল নেতাকর্মীরা তালিকা ঘোষণায় সন্তোষ প্রকাশ করেছেন। কোথাও কোথাও মনোনয়নবঞ্চিতদের সমর্থকরা বিক্ষোভ করেছেন বলেও খবর পাওয়া গেছে। দলটি বলছে, যোগ্যতা ও জনপ্রিয়তার ভিত্তিতেই প্রার্থী বাছাই করা হয়েছে।: [335, 86, 430, 337]
- wasa-signature: [558, 698, 638, 710]
- wasa-title: Invitation for e-Tender: [509, 539, 605, 549]
- rail-corrigendum-table: Reference Existing Detail Detail as per Corrigendum No. 3 6. Bid shall be delivered On or before the deadline: Date: 10 November 2025 Time: 11:00 hrs. (Bangladesh Standard Time) On or before the deadline: Date: 24 November 2025 Time: 11:00 hrs. (Bangladesh Standard Time): [13, 896, 319, 951]
- wasa-office: Office of the Executive Engineer: [514, 509, 600, 515]
- byline: (১ম পৃষ্ঠার পর): [153, 34, 179, 39]
- ific-bank-name: আইএফআইসি ব্যাংক পিএলসি: [504, 764, 614, 774]
